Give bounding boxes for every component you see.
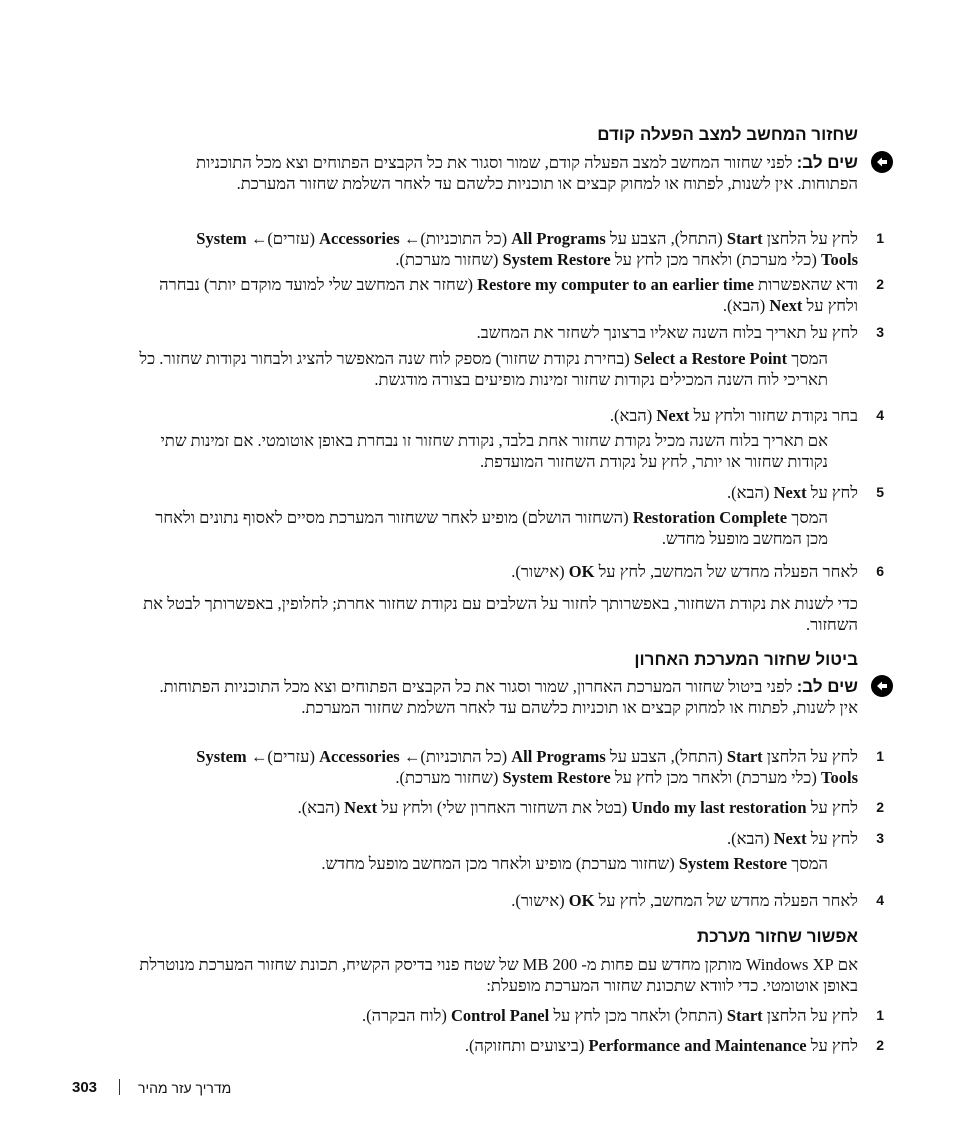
step-1 (158, 228, 884, 270)
ui-term: Undo my last restoration (631, 798, 807, 817)
undo-step-3 (158, 828, 884, 849)
ui-term: Select a Restore Point (633, 349, 788, 368)
step-number: 1 (876, 1007, 884, 1023)
step-4 (158, 405, 884, 426)
ui-term: Accessories (319, 747, 400, 766)
step-number: 4 (876, 892, 884, 908)
step-3-detail: המסך Select a Restore Point (בחירת נקודת שחזור) מספק לוח שנה המאפשר להציג ולבחור נקודות שחזור. כל תאריכי לוח השנה המכילים נקודות שחזור זמינות מופיעים בצורה מודגשת. (139, 349, 828, 389)
step-5-detail: המסך Restoration Complete (השחזור הושלם) מופיע לאחר ששחזור המערכת מסיים לאסוף נתונים ולאחר מכן המחשב מופעל מחדש. (155, 508, 828, 548)
step-number: 4 (876, 407, 884, 423)
ui-term: Start (726, 229, 763, 248)
step-number: 5 (876, 484, 884, 500)
section-heading-restore: שחזור המחשב למצב הפעלה קודם (597, 125, 858, 144)
note-undo (138, 676, 858, 718)
step-text: לחץ על הלחצן Start (התחל), הצבע על All Programs (כל התוכניות)← Accessories (עזרים)← System Tools (כלי מערכת) ולאחר מכן לחץ על System Restore (שחזור מערכת). (196, 229, 858, 269)
step-5 (158, 482, 884, 503)
step-number: 6 (876, 563, 884, 579)
section-heading-undo: ביטול שחזור המערכת האחרון (634, 650, 858, 669)
step-text: בחר נקודת שחזור ולחץ על Next (הבא). (609, 406, 858, 425)
step-number: 1 (876, 230, 884, 246)
ui-term: Restore my computer to an earlier time (477, 275, 754, 294)
ui-term: Next (656, 406, 690, 425)
note-text: לפני ביטול שחזור המערכת האחרון, שמור וסגור את כל הקבצים הפתוחים וצא מכל התוכניות הפתוחות. אין לשנות, לפתוח או למחוק קבצים או תוכניות כלשהם עד לאחר השלמת שחזור המערכת. (159, 677, 858, 717)
ui-term: Control Panel (450, 1006, 550, 1025)
ui-term: Next (773, 829, 807, 848)
step-2 (158, 274, 884, 316)
step-number: 3 (876, 324, 884, 340)
step-text: לחץ על Undo my last restoration (בטל את השחזור האחרון שלי) ולחץ על Next (הבא). (297, 798, 858, 817)
step-number: 2 (876, 276, 884, 292)
ui-term: Start (726, 747, 763, 766)
step-text: לחץ על Next (הבא). (727, 483, 858, 502)
ui-term: Next (344, 798, 378, 817)
footer-title: מדריך עזר מהיר (138, 1080, 232, 1096)
step-text: לאחר הפעלה מחדש של המחשב, לחץ על OK (אישור). (511, 562, 858, 581)
note-label: שים לב: (796, 677, 858, 696)
step-number: 3 (876, 830, 884, 846)
step-text: ודא שהאפשרות Restore my computer to an earlier time (שחזר את המחשב שלי למועד מוקדם יותר) נבחרה ולחץ על Next (הבא). (159, 275, 858, 315)
page-number: 303 (72, 1079, 98, 1096)
step-number: 1 (876, 748, 884, 764)
step-text: לחץ על Next (הבא). (727, 829, 858, 848)
ui-term: Restoration Complete (632, 508, 788, 527)
ui-term: Next (769, 296, 803, 315)
note-icon (871, 151, 893, 173)
ui-term: System Tools (196, 747, 858, 787)
closing-paragraph: כדי לשנות את נקודת השחזור, באפשרותך לחזור על השלבים עם נקודת שחזור אחרת; לחלופין, באפשרותך לבטל את השחזור. (143, 594, 858, 634)
enable-step-2 (158, 1035, 884, 1056)
step-text: לחץ על Performance and Maintenance (ביצועים ותחזוקה). (464, 1036, 858, 1055)
section-heading-enable: אפשור שחזור מערכת (696, 927, 858, 946)
ui-term: Next (773, 483, 807, 502)
ui-term: OK (568, 562, 595, 581)
ui-term: Performance and Maintenance (588, 1036, 807, 1055)
ui-term: Start (726, 1006, 763, 1025)
ui-term: All Programs (511, 747, 606, 766)
undo-step-1 (158, 746, 884, 788)
enable-intro: אם Windows XP מותקן מחדש עם פחות מ- 200 MB של שטח פנוי בדיסק הקשיח, תכונת שחזור המערכת מנוטרלת באופן אוטומטי. כדי לוודא שתכונת שחזור המערכת מופעלת: (139, 955, 858, 995)
note-restore (138, 152, 858, 194)
step-text: לחץ על תאריך בלוח השנה שאליו ברצונך לשחזר את המחשב. (476, 323, 858, 342)
ui-term: All Programs (511, 229, 606, 248)
step-number: 2 (876, 799, 884, 815)
undo-step-3-detail: המסך System Restore (שחזור מערכת) מופיע ולאחר מכן המחשב מופעל מחדש. (321, 854, 828, 873)
step-text: לחץ על הלחצן Start (התחל), הצבע על All Programs (כל התוכניות)← Accessories (עזרים)← System Tools (כלי מערכת) ולאחר מכן לחץ על System Restore (שחזור מערכת). (196, 747, 858, 787)
ui-term: OK (568, 891, 595, 910)
note-label: שים לב: (796, 153, 858, 172)
step-4-detail: אם תאריך בלוח השנה מכיל נקודת שחזור אחת בלבד, נקודת שחזור זו נבחרת באופן אוטומטי. אם זמינות שתי נקודות שחזור או יותר, לחץ על נקודת השחזור המועדפת. (160, 431, 828, 471)
ui-term: System Tools (196, 229, 858, 269)
step-3 (158, 322, 884, 343)
note-icon (871, 675, 893, 697)
footer-divider (119, 1079, 120, 1095)
ui-term: Accessories (319, 229, 400, 248)
undo-step-2 (158, 797, 884, 818)
ui-term: System Restore (678, 854, 788, 873)
ui-term: System Restore (502, 768, 611, 787)
step-number: 2 (876, 1037, 884, 1053)
note-text: לפני שחזור המחשב למצב הפעלה קודם, שמור וסגור את כל הקבצים הפתוחים וצא מכל התוכניות הפתוחות. אין לשנות, לפתוח או למחוק קבצים או תוכניות כלשהם עד לאחר השלמת שחזור המערכת. (196, 153, 858, 193)
step-text: לאחר הפעלה מחדש של המחשב, לחץ על OK (אישור). (511, 891, 858, 910)
step-6 (158, 561, 884, 582)
undo-step-4 (158, 890, 884, 911)
enable-step-1 (158, 1005, 884, 1026)
step-text: לחץ על הלחצן Start (התחל) ולאחר מכן לחץ על Control Panel (לוח הבקרה). (362, 1006, 858, 1025)
ui-term: System Restore (502, 250, 611, 269)
